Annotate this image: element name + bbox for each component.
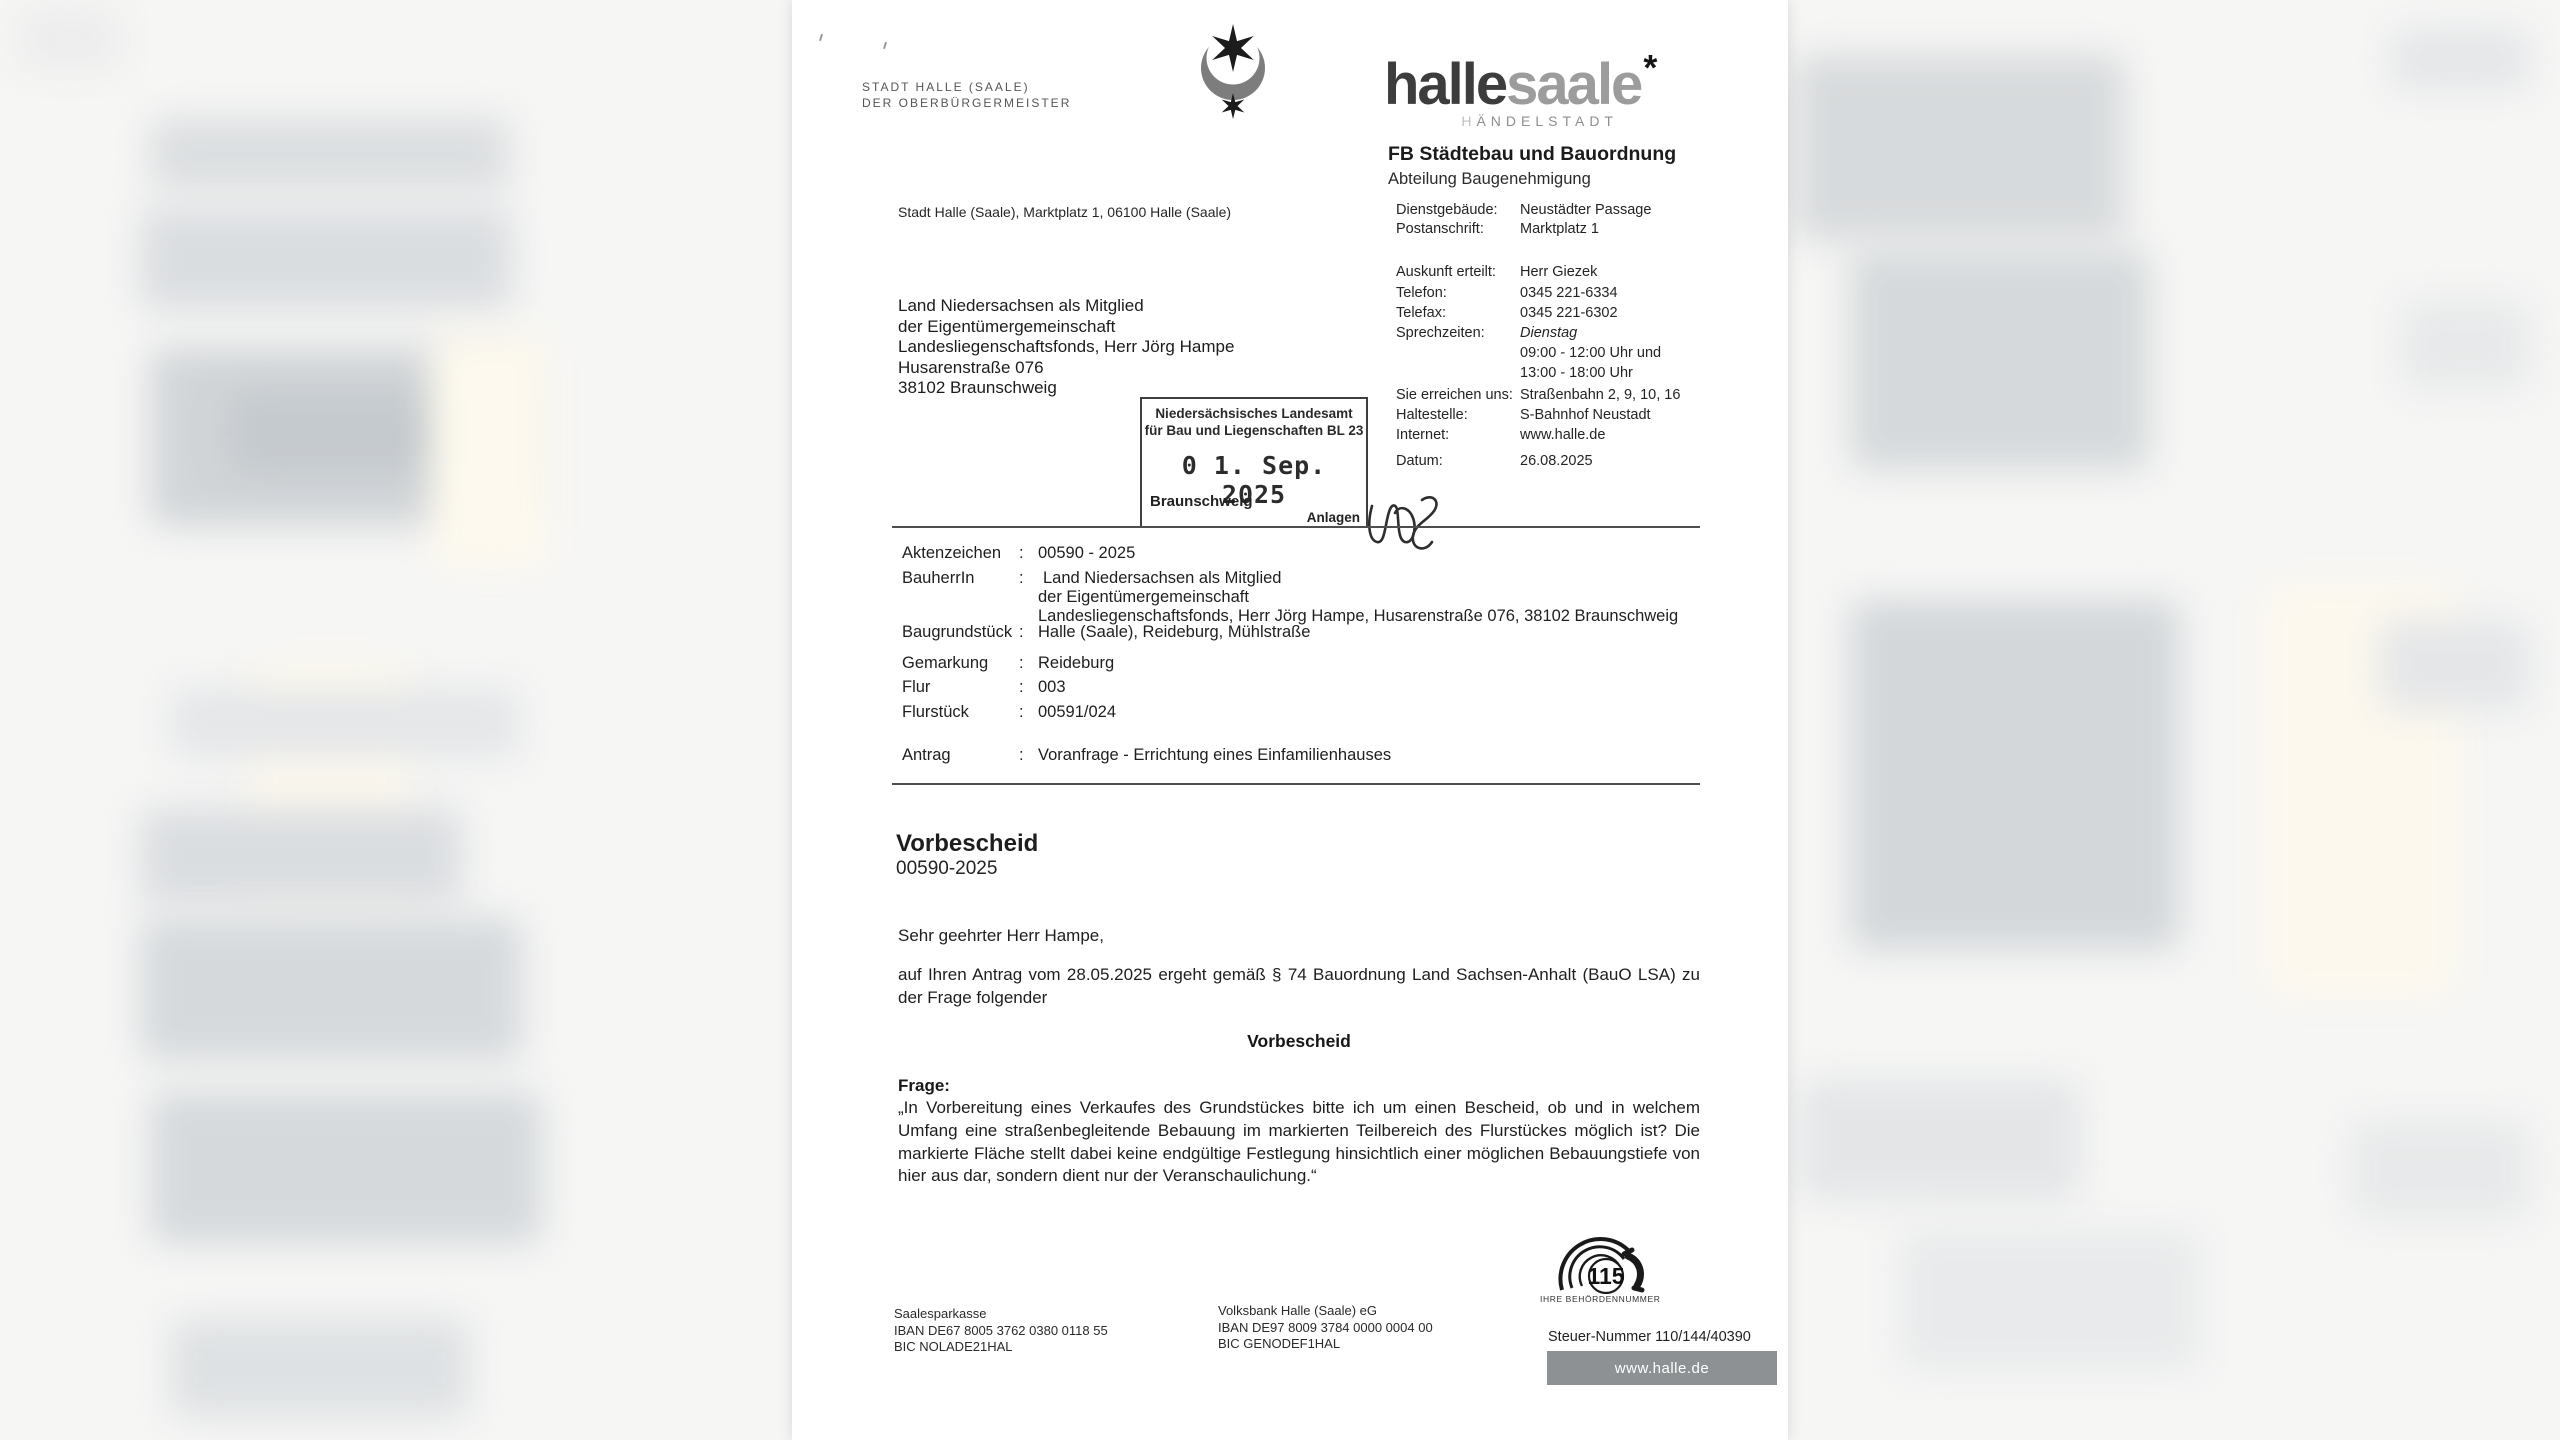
info-value: Herr Giezek <box>1520 264 1598 280</box>
info-value: S-Bahnhof Neustadt <box>1520 407 1651 423</box>
case-colon: : <box>1019 569 1024 587</box>
stamp-line2: für Bau und Liegenschaften BL 23 <box>1144 423 1364 438</box>
info-label: Postanschrift: <box>1396 221 1484 237</box>
case-colon: : <box>1019 544 1024 562</box>
city-office-logo <box>862 80 1072 111</box>
info-label: Dienstgebäude: <box>1396 202 1498 218</box>
info-label: Telefax: <box>1396 305 1446 321</box>
recipient-line: Landesliegenschaftsfonds, Herr Jörg Hampe <box>898 337 1235 357</box>
info-value: 26.08.2025 <box>1520 453 1593 469</box>
case-value: 00591/024 <box>1038 703 1116 721</box>
intro-paragraph: auf Ihren Antrag vom 28.05.2025 ergeht gemäß § 74 Bauordnung Land Sachsen-Anhalt (BauO LSA) zu der Frage folgender <box>898 965 1700 1007</box>
bank-details-1 <box>894 1306 1108 1356</box>
case-colon: : <box>1019 746 1024 764</box>
info-label: Telefon: <box>1396 285 1447 301</box>
bank-iban: IBAN DE67 8005 3762 0380 0118 55 <box>894 1322 1108 1338</box>
bank-details-2 <box>1218 1303 1433 1353</box>
tax-number: Steuer-Nummer 110/144/40390 <box>1548 1329 1751 1345</box>
info-value: 09:00 - 12:00 Uhr und <box>1520 345 1662 361</box>
office-line2: DER OBERBÜRGERMEISTER <box>862 95 1072 110</box>
recipient-line: Land Niedersachsen als Mitglied <box>898 296 1144 315</box>
info-value: 13:00 - 18:00 Uhr <box>1520 365 1633 381</box>
recipient-line: der Eigentümergemeinschaft <box>898 316 1116 336</box>
info-value: Marktplatz 1 <box>1520 221 1599 237</box>
info-label: Datum: <box>1396 453 1443 469</box>
handwritten-initials <box>1364 492 1444 566</box>
brand-saale: saale <box>1506 52 1642 117</box>
scan-mark <box>819 34 823 41</box>
division-title: Abteilung Baugenehmigung <box>1388 170 1591 188</box>
info-value: Neustädter Passage <box>1520 202 1652 218</box>
brand-subtitle-rest: ÄNDELSTADT <box>1476 113 1618 129</box>
case-value: Halle (Saale), Reideburg, Mühlstraße <box>1038 623 1311 641</box>
case-value: Landesliegenschaftsfonds, Herr Jörg Hampe, Husarenstraße 076, 38102 Braunschweig <box>1038 607 1679 625</box>
info-label: Haltestelle: <box>1396 407 1468 423</box>
crescent-and-stars-icon <box>1197 18 1269 122</box>
receipt-stamp <box>1140 397 1368 528</box>
case-value: Land Niedersachsen als Mitglied <box>1043 569 1282 587</box>
svg-text:115: 115 <box>1587 1263 1625 1289</box>
info-value: Dienstag <box>1520 325 1578 341</box>
bank-name: Saalesparkasse <box>894 1306 987 1321</box>
recipient-address <box>898 296 1234 399</box>
stamp-note: Anlagen <box>1306 510 1360 525</box>
stamp-line1: Niedersächsisches Landesamt <box>1155 406 1353 421</box>
scan-mark <box>883 42 887 49</box>
case-value: Reideburg <box>1038 654 1115 672</box>
website-url: www.halle.de <box>1614 1359 1710 1377</box>
bank-iban: IBAN DE97 8009 3784 0000 0004 00 <box>1218 1319 1433 1335</box>
brand-star-icon: * <box>1643 47 1658 88</box>
hotline-caption: IHRE BEHÖRDENNUMMER <box>1540 1294 1661 1304</box>
hallesaale-logo <box>1384 47 1658 117</box>
salutation: Sehr geehrter Herr Hampe, <box>898 926 1104 945</box>
info-label: Sie erreichen uns: <box>1396 387 1513 403</box>
info-label: Auskunft erteilt: <box>1396 264 1496 280</box>
office-line1: STADT HALLE (SAALE) <box>862 80 1030 94</box>
case-label: Antrag <box>902 746 951 764</box>
brand-subtitle-first: H <box>1461 113 1477 129</box>
case-label: Flurstück <box>902 703 969 721</box>
brand-subtitle <box>1384 113 1618 129</box>
case-colon: : <box>1019 678 1024 696</box>
horizontal-rule-top <box>892 526 1700 528</box>
info-value: www.halle.de <box>1520 427 1606 443</box>
stamp-date: 0 1. Sep. 2025 <box>1181 451 1327 509</box>
subject-number: 00590-2025 <box>896 858 998 879</box>
case-colon: : <box>1019 654 1024 672</box>
decision-heading: Vorbescheid <box>1247 1031 1351 1051</box>
department-title: FB Städtebau und Bauordnung <box>1388 143 1677 165</box>
case-value: Voranfrage - Errichtung eines Einfamilienhauses <box>1038 746 1392 764</box>
info-label: Sprechzeiten: <box>1396 325 1485 341</box>
website-bar <box>1547 1351 1777 1385</box>
case-colon: : <box>1019 623 1024 641</box>
stamp-city: Braunschweig <box>1150 493 1253 510</box>
hotline-115-logo <box>1540 1234 1690 1314</box>
recipient-line: 38102 Braunschweig <box>898 378 1057 398</box>
case-value: der Eigentümergemeinschaft <box>1038 588 1249 606</box>
question-text: „In Vorbereitung eines Verkaufes des Grundstückes bitte ich um einen Bescheid, ob und in welchem Umfang eine straßenbegleitende Bebauung im markierten Teilbereich des Flurstückes möglich ist? Die markierte Fläche stellt dabei keine endgültige Festlegung hinsichtlich einer möglichen Bebauungstiefe von hier aus dar, sondern dient nur der Veranschaulichung.“ <box>898 1098 1700 1186</box>
info-value: Straßenbahn 2, 9, 10, 16 <box>1520 387 1681 403</box>
info-value: 0345 221-6302 <box>1520 305 1618 321</box>
brand-halle: halle <box>1384 52 1507 117</box>
info-value: 0345 221-6334 <box>1520 285 1618 301</box>
bank-bic: BIC GENODEF1HAL <box>1218 1336 1341 1351</box>
case-colon: : <box>1019 703 1024 721</box>
case-value: 003 <box>1038 678 1066 696</box>
case-label: BauherrIn <box>902 569 975 587</box>
question-label: Frage: <box>898 1076 950 1095</box>
recipient-line: Husarenstraße 076 <box>898 357 1044 377</box>
info-label: Internet: <box>1396 427 1450 443</box>
case-label: Flur <box>902 678 931 696</box>
case-label: Baugrundstück <box>902 623 1013 641</box>
horizontal-rule-bottom <box>892 783 1700 785</box>
hotline-115-icon <box>1540 1234 1690 1294</box>
case-label: Aktenzeichen <box>902 544 1002 562</box>
scanned-letter-page <box>792 0 1788 1440</box>
sender-line: Stadt Halle (Saale), Marktplatz 1, 06100 Halle (Saale) <box>898 204 1232 220</box>
subject-title: Vorbescheid <box>896 830 1039 857</box>
bank-bic: BIC NOLADE21HAL <box>894 1339 1013 1354</box>
bank-name: Volksbank Halle (Saale) eG <box>1218 1303 1377 1318</box>
case-value: 00590 - 2025 <box>1038 544 1136 562</box>
case-label: Gemarkung <box>902 654 989 672</box>
